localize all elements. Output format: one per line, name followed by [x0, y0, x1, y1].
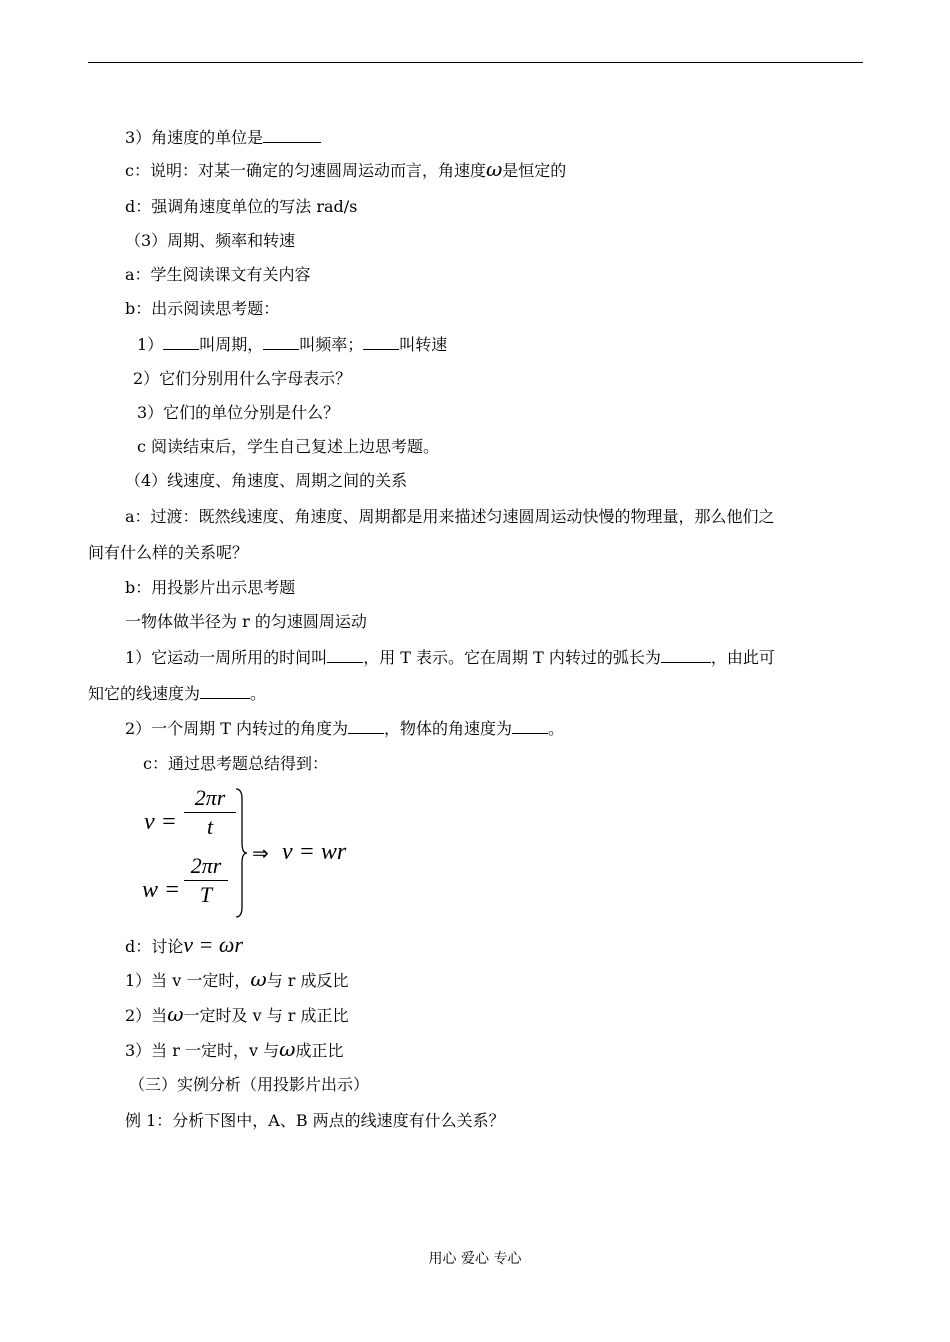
- implies-arrow: ⇒: [252, 843, 269, 865]
- page-footer: 用心 爱心 专心: [428, 1251, 522, 1267]
- line-period-question: 1）它运动一周所用的时间叫 ，用 T 表示。它在周期 T 内转过的弧长为 ，由此可: [125, 648, 775, 667]
- blank: [327, 646, 363, 663]
- blank: [512, 717, 548, 734]
- fraction-w-numerator: 2πr: [190, 853, 222, 878]
- omega-symbol: ω: [485, 157, 503, 181]
- blank: [348, 717, 384, 734]
- omega-symbol: ω: [167, 1002, 184, 1026]
- blank: [200, 682, 250, 699]
- line-case-3: 3）当 r 一定时，v 与ω成正比: [125, 1037, 344, 1061]
- header-rule: [88, 62, 863, 63]
- fraction-w: [184, 853, 228, 908]
- fraction-v-denominator: t: [206, 814, 214, 839]
- blank: [163, 333, 199, 350]
- line-show-questions: b：出示阅读思考题：: [125, 299, 280, 318]
- blank: [263, 126, 321, 143]
- line-linear-speed: 知它的线速度为 。: [88, 684, 267, 703]
- line-read-text: a：学生阅读课文有关内容: [125, 265, 311, 284]
- line-example-1: 例 1：分析下图中，A、B 两点的线速度有什么关系？: [125, 1111, 505, 1130]
- line-retell: c 阅读结束后，学生自己复述上边思考题。: [137, 437, 440, 456]
- blank: [263, 333, 299, 350]
- formula-result: v = wr: [282, 839, 347, 865]
- heading-relations: （4）线速度、角速度、周期之间的关系: [125, 471, 408, 490]
- line-transition: a：过渡：既然线速度、角速度、周期都是用来描述匀速圆周运动快慢的物理量，那么他们之: [125, 507, 775, 526]
- line-transition-cont: 间有什么样的关系呢？: [88, 543, 249, 562]
- heading-examples: （三）实例分析（用投影片出示）: [129, 1075, 370, 1094]
- fraction-v-numerator: 2πr: [194, 785, 226, 810]
- line-question-3: 3）它们的单位分别是什么？: [137, 403, 340, 422]
- right-brace-icon: [234, 787, 248, 919]
- formula-block: [138, 785, 438, 925]
- line-case-1: 1）当 v 一定时，ω与 r 成反比: [125, 967, 349, 991]
- line-angular-unit: 3）角速度的单位是: [125, 126, 321, 149]
- fraction-v: [184, 785, 236, 840]
- line-summary: c：通过思考题总结得到：: [143, 754, 328, 773]
- formula-v-lhs: v =: [144, 809, 177, 835]
- line-omega-constant: c：说明：对某一确定的匀速圆周运动而言，角速度ω是恒定的: [125, 157, 567, 181]
- line-case-2: 2）当ω一定时及 v 与 r 成正比: [125, 1002, 349, 1026]
- fraction-bar: [184, 812, 236, 813]
- heading-period-frequency: （3）周期、频率和转速: [125, 231, 296, 250]
- line-unit-writing: d：强调角速度单位的写法 rad/s: [125, 197, 358, 216]
- fraction-bar: [184, 880, 228, 881]
- line-angle-question: 2）一个周期 T 内转过的角度为 ，物体的角速度为 。: [125, 719, 565, 738]
- omega-symbol: ω: [279, 1037, 296, 1061]
- omega-symbol: ω: [250, 967, 267, 991]
- fraction-w-denominator: T: [199, 882, 213, 907]
- line-projector: b：用投影片出示思考题: [125, 578, 296, 597]
- equation-v-omega-r: v = ωr: [183, 932, 243, 957]
- line-question-1: 1） 叫周期， 叫频率； 叫转速: [137, 335, 448, 354]
- line-discuss: d：讨论v = ωr: [125, 932, 243, 957]
- line-object-radius: 一物体做半径为 r 的匀速圆周运动: [125, 612, 367, 631]
- formula-w-lhs: w =: [142, 877, 181, 903]
- blank: [363, 333, 399, 350]
- blank: [661, 646, 711, 663]
- line-question-2: 2）它们分别用什么字母表示？: [133, 369, 352, 388]
